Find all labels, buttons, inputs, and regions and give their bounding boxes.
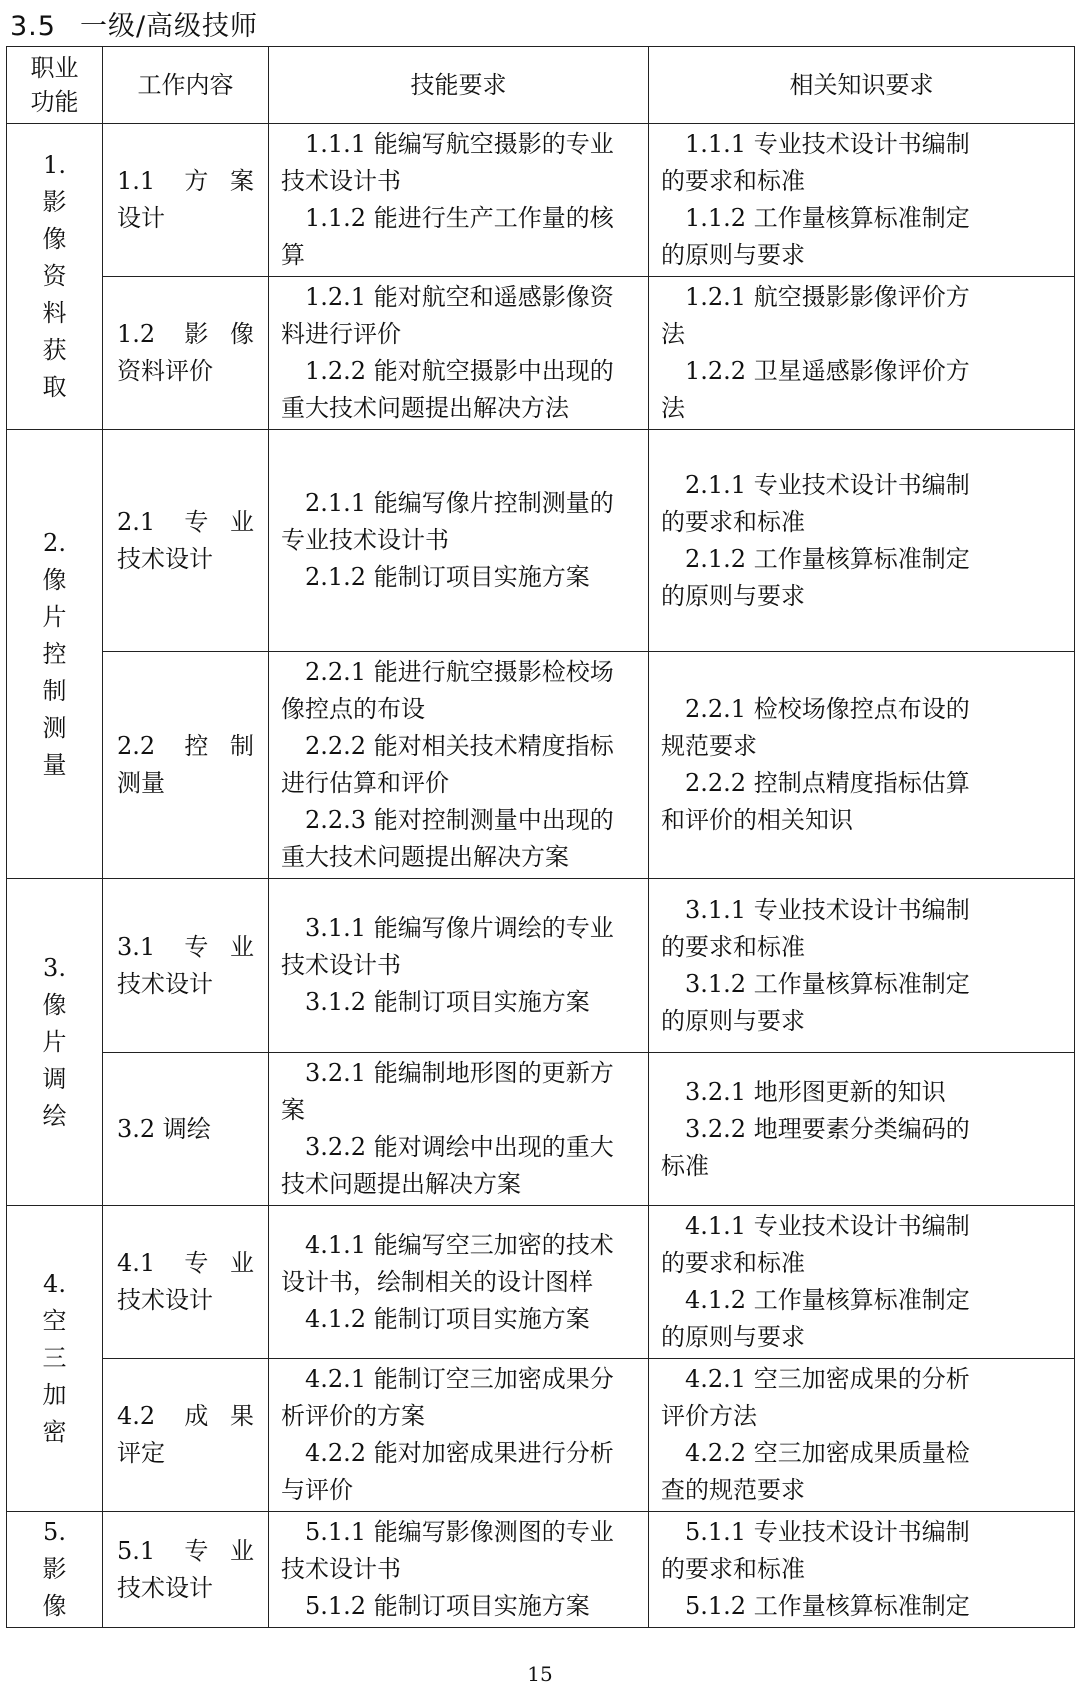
skill-line: 2.2.1 能进行航空摄影检校场 xyxy=(305,658,614,686)
skill-cell xyxy=(269,430,649,652)
knowledge-line: 和评价的相关知识 xyxy=(661,806,853,834)
header-skill: 技能要求 xyxy=(269,47,649,124)
skill-line: 重大技术问题提出解决方案 xyxy=(281,843,569,871)
function-char: 1. xyxy=(43,151,66,179)
work-line: 5.1 专业 xyxy=(117,1536,254,1565)
work-line: 设计 xyxy=(117,204,165,232)
work-line: 4.2 成果 xyxy=(117,1402,254,1430)
work-cell xyxy=(103,1053,269,1206)
function-cell xyxy=(7,124,103,430)
work-line: 资料评价 xyxy=(117,357,213,385)
skill-cell xyxy=(269,1512,649,1628)
function-char: 制 xyxy=(42,676,67,705)
header-work: 工作内容 xyxy=(103,47,269,124)
function-char: 控 xyxy=(42,639,67,668)
table-body xyxy=(7,124,1075,1628)
work-cell xyxy=(103,652,269,879)
knowledge-line: 的要求和标准 xyxy=(661,1249,805,1277)
knowledge-line: 2.1.2 工作量核算标准制定 xyxy=(685,544,970,573)
knowledge-line: 4.1.2 工作量核算标准制定 xyxy=(685,1286,970,1314)
knowledge-line: 3.1.1 专业技术设计书编制 xyxy=(685,895,970,924)
knowledge-cell xyxy=(649,124,1075,277)
function-char: 获 xyxy=(42,336,67,364)
skill-line: 案 xyxy=(281,1096,305,1124)
function-cell xyxy=(7,1512,103,1628)
skill-cell xyxy=(269,124,649,277)
function-char: 料 xyxy=(42,299,67,327)
function-char: 5. xyxy=(43,1518,66,1546)
work-line: 评定 xyxy=(117,1439,165,1467)
skill-line: 4.1.2 能制订项目实施方案 xyxy=(305,1304,590,1333)
function-cell xyxy=(7,879,103,1206)
work-line: 技术设计 xyxy=(117,1286,213,1314)
knowledge-line: 3.1.2 工作量核算标准制定 xyxy=(685,969,970,998)
knowledge-line: 的原则与要求 xyxy=(661,1006,805,1035)
function-char: 测 xyxy=(42,713,67,742)
skill-line: 技术设计书 xyxy=(281,951,401,979)
skill-line: 1.2.2 能对航空摄影中出现的 xyxy=(305,357,614,385)
function-char: 片 xyxy=(42,602,67,631)
work-line: 技术设计 xyxy=(117,969,213,998)
work-line: 3.1 专业 xyxy=(117,932,254,961)
knowledge-cell xyxy=(649,277,1075,430)
knowledge-line: 的原则与要求 xyxy=(661,581,805,610)
skill-line: 2.2.3 能对控制测量中出现的 xyxy=(305,806,614,834)
work-line: 4.1 专业 xyxy=(117,1249,254,1277)
table-row xyxy=(7,1206,1075,1359)
table-row xyxy=(7,430,1075,652)
skill-cell xyxy=(269,1359,649,1512)
function-char: 绘 xyxy=(42,1101,67,1130)
skill-cell xyxy=(269,652,649,879)
skill-line: 像控点的布设 xyxy=(281,695,425,723)
section-title-text: 一级/高级技师 xyxy=(79,11,259,42)
function-char: 调 xyxy=(42,1064,67,1093)
knowledge-line: 2.2.2 控制点精度指标估算 xyxy=(685,769,970,797)
skill-line: 与评价 xyxy=(281,1476,353,1504)
table-row xyxy=(7,1512,1075,1628)
skill-line: 3.2.1 能编制地形图的更新方 xyxy=(305,1059,614,1087)
skill-line: 1.2.1 能对航空和遥感影像资 xyxy=(305,283,614,311)
skill-line: 重大技术问题提出解决方法 xyxy=(281,394,569,422)
knowledge-cell xyxy=(649,1512,1075,1628)
skill-cell xyxy=(269,1206,649,1359)
function-cell xyxy=(7,1206,103,1512)
skill-line: 4.2.2 能对加密成果进行分析 xyxy=(305,1439,614,1467)
function-char: 片 xyxy=(42,1027,67,1056)
work-cell xyxy=(103,1512,269,1628)
work-line: 2.1 专业 xyxy=(117,507,254,536)
skill-line: 5.1.1 能编写影像测图的专业 xyxy=(305,1518,614,1546)
work-line: 3.2 调绘 xyxy=(117,1114,211,1143)
work-line: 技术设计 xyxy=(117,544,213,573)
section-title xyxy=(10,4,258,43)
knowledge-line: 评价方法 xyxy=(661,1402,757,1430)
knowledge-line: 法 xyxy=(661,394,685,422)
knowledge-line: 规范要求 xyxy=(661,732,757,760)
skill-line: 3.2.2 能对调绘中出现的重大 xyxy=(305,1133,614,1161)
function-char: 密 xyxy=(42,1418,67,1446)
knowledge-line: 查的规范要求 xyxy=(661,1476,805,1504)
knowledge-line: 2.2.1 检校场像控点布设的 xyxy=(685,695,970,723)
knowledge-line: 的要求和标准 xyxy=(661,1555,805,1583)
knowledge-line: 1.2.2 卫星遥感影像评价方 xyxy=(685,357,970,385)
function-char: 像 xyxy=(42,1592,67,1620)
header-function-line1: 职业 xyxy=(30,54,79,82)
function-char: 空 xyxy=(42,1307,67,1335)
skill-line: 2.2.2 能对相关技术精度指标 xyxy=(305,732,614,760)
function-char: 资 xyxy=(42,262,67,290)
function-char: 影 xyxy=(42,1555,67,1583)
skill-cell xyxy=(269,277,649,430)
work-cell xyxy=(103,124,269,277)
knowledge-cell xyxy=(649,1359,1075,1512)
work-cell xyxy=(103,1359,269,1512)
skill-line: 2.1.1 能编写像片控制测量的 xyxy=(305,489,614,517)
work-line: 测量 xyxy=(117,769,165,797)
table-row xyxy=(7,879,1075,1053)
function-char: 像 xyxy=(42,990,67,1019)
work-cell xyxy=(103,277,269,430)
skill-line: 4.2.1 能制订空三加密成果分 xyxy=(305,1365,614,1393)
skill-cell xyxy=(269,879,649,1053)
skill-line: 专业技术设计书 xyxy=(281,526,449,554)
function-char: 4. xyxy=(43,1270,66,1298)
work-line: 1.1 方案 xyxy=(117,167,254,195)
skill-line: 技术设计书 xyxy=(281,167,401,195)
skill-line: 1.1.2 能进行生产工作量的核 xyxy=(305,204,614,232)
knowledge-cell xyxy=(649,1053,1075,1206)
knowledge-line: 的原则与要求 xyxy=(661,241,805,269)
function-char: 2. xyxy=(43,528,66,557)
table-row xyxy=(7,1053,1075,1206)
skill-line: 5.1.2 能制订项目实施方案 xyxy=(305,1592,590,1620)
knowledge-line: 4.2.2 空三加密成果质量检 xyxy=(685,1439,970,1467)
function-char: 三 xyxy=(42,1344,67,1372)
function-char: 量 xyxy=(42,750,67,779)
knowledge-line: 法 xyxy=(661,320,685,348)
function-char: 影 xyxy=(42,188,67,216)
skill-line: 1.1.1 能编写航空摄影的专业 xyxy=(305,130,614,158)
skill-cell xyxy=(269,1053,649,1206)
function-char: 加 xyxy=(42,1381,67,1409)
header-knowledge: 相关知识要求 xyxy=(649,47,1075,124)
knowledge-line: 3.2.2 地理要素分类编码的 xyxy=(685,1114,970,1143)
skills-table xyxy=(6,46,1075,1628)
knowledge-cell xyxy=(649,1206,1075,1359)
skill-line: 2.1.2 能制订项目实施方案 xyxy=(305,563,590,591)
skill-line: 算 xyxy=(281,241,305,269)
section-number: 3.5 xyxy=(10,11,56,42)
table-row xyxy=(7,277,1075,430)
knowledge-line: 3.2.1 地形图更新的知识 xyxy=(685,1077,946,1106)
knowledge-line: 5.1.2 工作量核算标准制定 xyxy=(685,1592,970,1620)
header-function xyxy=(7,47,103,124)
skill-line: 进行估算和评价 xyxy=(281,769,449,797)
knowledge-cell xyxy=(649,652,1075,879)
function-char: 像 xyxy=(42,565,67,594)
knowledge-line: 1.2.1 航空摄影影像评价方 xyxy=(685,283,970,311)
knowledge-line: 1.1.2 工作量核算标准制定 xyxy=(685,204,970,232)
knowledge-line: 5.1.1 专业技术设计书编制 xyxy=(685,1518,970,1546)
knowledge-line: 2.1.1 专业技术设计书编制 xyxy=(685,470,970,499)
table-row xyxy=(7,652,1075,879)
function-char: 3. xyxy=(43,953,66,982)
table-row xyxy=(7,1359,1075,1512)
function-char: 取 xyxy=(42,373,67,401)
work-cell xyxy=(103,430,269,652)
skill-line: 设计书，绘制相关的设计图样 xyxy=(281,1267,593,1296)
skill-line: 3.1.1 能编写像片调绘的专业 xyxy=(305,914,614,942)
knowledge-line: 4.2.1 空三加密成果的分析 xyxy=(685,1365,970,1393)
table-row xyxy=(7,124,1075,277)
work-cell xyxy=(103,879,269,1053)
header-function-line2: 功能 xyxy=(30,88,79,116)
knowledge-line: 1.1.1 专业技术设计书编制 xyxy=(685,130,970,158)
knowledge-cell xyxy=(649,430,1075,652)
knowledge-line: 的原则与要求 xyxy=(661,1323,805,1351)
skill-line: 技术问题提出解决方案 xyxy=(281,1170,521,1198)
knowledge-line: 4.1.1 专业技术设计书编制 xyxy=(685,1212,970,1240)
page-number: 15 xyxy=(527,1662,553,1686)
function-char: 像 xyxy=(42,225,67,253)
work-line: 技术设计 xyxy=(117,1573,213,1602)
skill-line: 析评价的方案 xyxy=(281,1402,425,1430)
function-cell xyxy=(7,430,103,879)
knowledge-line: 的要求和标准 xyxy=(661,932,805,961)
work-line: 2.2 控制 xyxy=(117,732,254,760)
work-line: 1.2 影像 xyxy=(117,320,254,348)
skill-line: 4.1.1 能编写空三加密的技术 xyxy=(305,1230,614,1259)
skill-line: 料进行评价 xyxy=(281,320,401,348)
knowledge-line: 的要求和标准 xyxy=(661,507,805,536)
knowledge-line: 标准 xyxy=(661,1151,709,1180)
header-row xyxy=(7,47,1075,124)
knowledge-line: 的要求和标准 xyxy=(661,167,805,195)
skill-line: 3.1.2 能制订项目实施方案 xyxy=(305,988,590,1016)
work-cell xyxy=(103,1206,269,1359)
knowledge-cell xyxy=(649,879,1075,1053)
skill-line: 技术设计书 xyxy=(281,1555,401,1583)
